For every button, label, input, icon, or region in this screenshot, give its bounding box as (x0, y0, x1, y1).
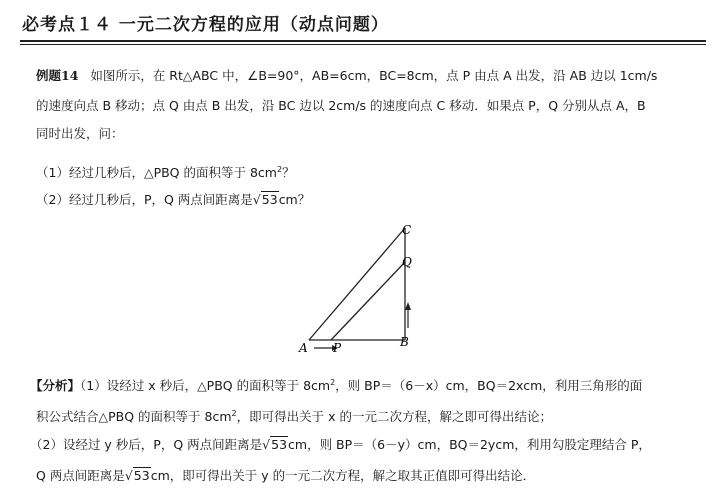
analysis-text-4a: Q 两点间距离是 (36, 468, 125, 483)
example-label: 例题14 (36, 68, 79, 83)
question-1-text: （1）经过几秒后，△PBQ 的面积等于 8cm (36, 165, 277, 181)
question-2-end: cm？ (278, 192, 311, 207)
analysis-text-2a: 积公式结合△PBQ 的面积等于 8cm (36, 409, 232, 425)
example-text-1: 如图所示，在 Rt△ABC 中，∠B=90°，AB=6cm，BC=8cm，点 P 由点 A 出发，沿 AB 边以 1cm/s (90, 68, 658, 83)
question-1 (36, 162, 295, 181)
label-b: B (400, 335, 409, 349)
example-line-1 (36, 68, 657, 84)
analysis-text-4b: cm，即可得出关于 y 的一元二次方程，解之取其正值即可得出结论． (150, 468, 536, 483)
title-rule (20, 40, 706, 42)
analysis-line-4 (36, 468, 535, 484)
sqrt-radicand: 53 (271, 437, 288, 452)
title-rule-thin (20, 44, 706, 45)
analysis-line-1 (30, 375, 642, 394)
analysis-text-3a: （2）设经过 y 秒后，P，Q 两点间距离是 (30, 437, 263, 452)
side-ac (309, 228, 405, 340)
sqrt-sign: √ (124, 468, 133, 483)
label-p: P (333, 341, 342, 355)
sqrt-sign: √ (252, 192, 261, 207)
label-c: C (402, 223, 412, 237)
label-q: Q (402, 255, 412, 269)
analysis-text-2b: ，即可得出关于 x 的一元二次方程，解之即可得出结论； (236, 409, 552, 425)
analysis-text-3b: cm，则 BP＝（6－y）cm，BQ＝2ycm，利用勾股定理结合 P， (288, 437, 651, 452)
example-line-3: 同时出发，问： (36, 126, 124, 141)
triangle-diagram (295, 218, 435, 358)
question-2 (36, 192, 310, 208)
arrow-bq-head (405, 302, 411, 310)
label-a: A (299, 341, 308, 355)
question-2-text: （2）经过几秒后，P，Q 两点间距离是 (36, 192, 253, 207)
analysis-line-2 (36, 406, 552, 425)
page-title: 必考点１４ 一元二次方程的应用（动点问题） (22, 15, 389, 35)
analysis-text-1a: （1）设经过 x 秒后，△PBQ 的面积等于 8cm (80, 378, 331, 394)
question-1-end: ？ (282, 165, 295, 181)
sqrt-radicand: 53 (133, 468, 150, 483)
analysis-line-3 (30, 437, 651, 453)
analysis-sup-1: 2 (330, 378, 336, 387)
analysis-sup-2: 2 (231, 409, 237, 418)
question-1-sup: 2 (276, 165, 283, 174)
analysis-label: 【分析】 (30, 378, 81, 394)
example-line-2: 的速度向点 B 移动；点 Q 由点 B 出发，沿 BC 边以 2cm/s 的速度向点 C 移动．如果点 P，Q 分别从点 A，B (36, 98, 646, 113)
sqrt-sign: √ (262, 437, 271, 452)
analysis-text-1b: ，则 BP＝（6－x）cm，BQ＝2xcm，利用三角形的面 (335, 378, 643, 394)
sqrt-radicand: 53 (261, 192, 278, 207)
